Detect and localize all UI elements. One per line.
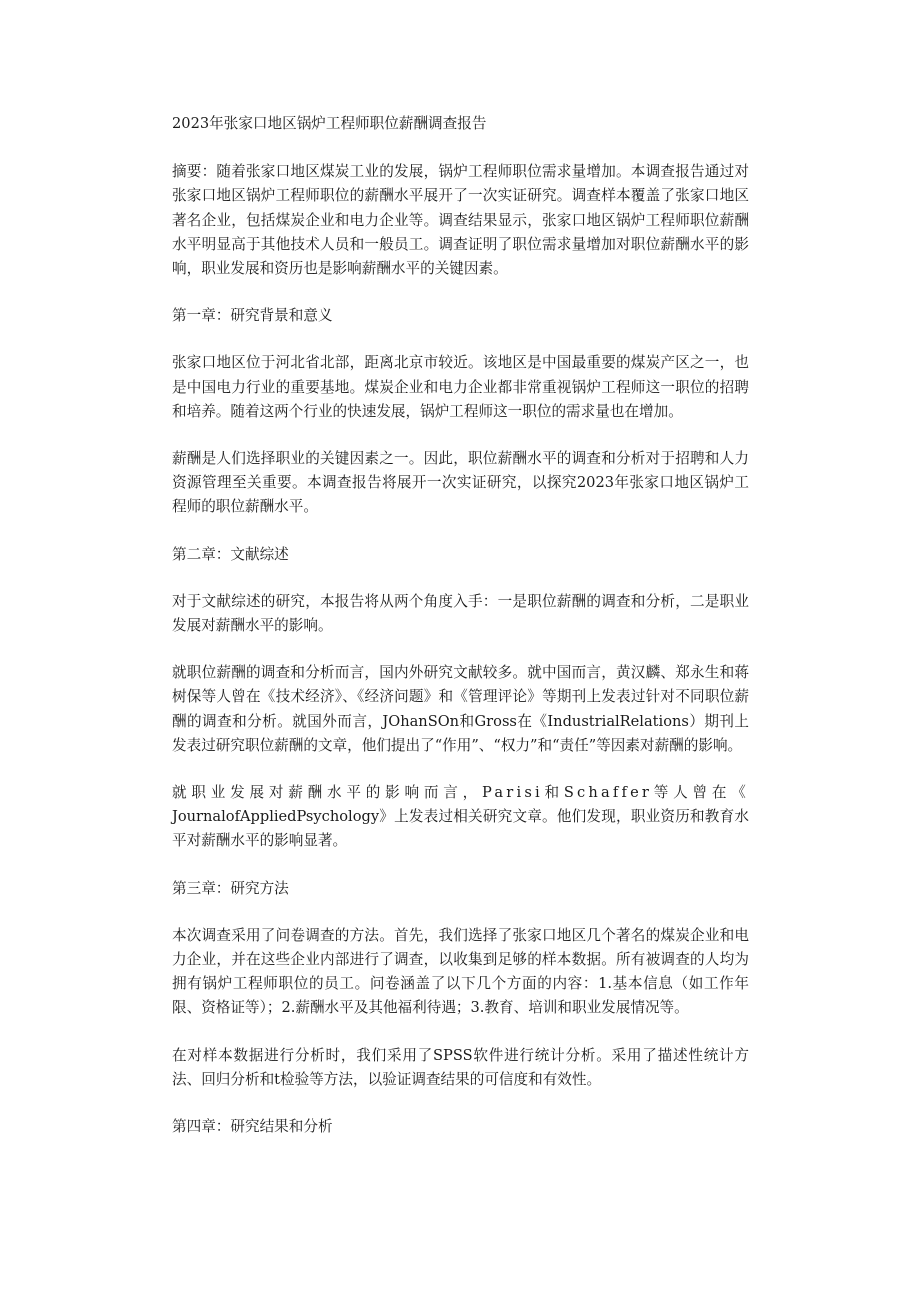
chapter-2-paragraph-3-rest: JournalofAppliedPsychology》上发表过相关研究文章。他们发现，职业资历和教育水平对薪酬水平的影响显著。: [172, 808, 749, 850]
chapter-1-paragraph-2: 薪酬是人们选择职业的关键因素之一。因此，职位薪酬水平的调查和分析对于招聘和人力资源管理至关重要。本调查报告将展开一次实证研究，以探究2023年张家口地区锅炉工程师的职位薪酬水平。: [172, 450, 749, 516]
document-title: 2023年张家口地区锅炉工程师职位薪酬调查报告: [172, 115, 487, 132]
chapter-4-heading: 第四章：研究结果和分析: [172, 1118, 333, 1136]
chapter-2-paragraph-3: [172, 781, 749, 854]
chapter-3-heading: 第三章：研究方法: [172, 879, 289, 897]
chapter-3-paragraph-2: 在对样本数据进行分析时，我们采用了SPSS软件进行统计分析。采用了描述性统计方法、回归分析和t检验等方法，以验证调查结果的可信度和有效性。: [172, 1046, 749, 1088]
chapter-2-paragraph-2: 就职位薪酬的调查和分析而言，国内外研究文献较多。就中国而言，黄汉麟、郑永生和蒋树保等人曾在《技术经济》、《经济问题》和《管理评论》等期刊上发表过针对不同职位薪酬的调查和分析。就国外而言，JOhanSOn和Gross在《IndustrialRelations）期刊上发表过研究职位薪酬的文章，他们提出了“作用”、“权力”和“责任”等因素对薪酬的影响。: [172, 664, 749, 754]
chapter-3-paragraph-1: 本次调查采用了问卷调查的方法。首先，我们选择了张家口地区几个著名的煤炭企业和电力企业，并在这些企业内部进行了调查，以收集到足够的样本数据。所有被调查的人均为拥有锅炉工程师职位的员工。问卷涵盖了以下几个方面的内容：1.基本信息（如工作年限、资格证等）；2.薪酬水平及其他福利待遇；3.教育、培训和职业发展情况等。: [172, 926, 749, 1017]
chapter-1-heading: 第一章：研究背景和意义: [172, 307, 333, 325]
abstract-paragraph: 摘要：随着张家口地区煤炭工业的发展，锅炉工程师职位需求量增加。本调查报告通过对张家口地区锅炉工程师职位的薪酬水平展开了一次实证研究。调查样本覆盖了张家口地区著名企业，包括煤炭企业和电力企业等。调查结果显示，张家口地区锅炉工程师职位薪酬水平明显高于其他技术人员和一般员工。调查证明了职位需求量增加对职位薪酬水平的影响，职业发展和资历也是影响薪酬水平的关键因素。: [172, 163, 749, 278]
chapter-2-paragraph-3-line-1: 就职业发展对薪酬水平的影响而言，Parisi和Schaffer等人曾在《: [172, 784, 749, 802]
chapter-1-paragraph-1: 张家口地区位于河北省北部，距离北京市较近。该地区是中国最重要的煤炭产区之一，也是中国电力行业的重要基地。煤炭企业和电力企业都非常重视锅炉工程师这一职位的招聘和培养。随着这两个行业的快速发展，锅炉工程师这一职位的需求量也在增加。: [172, 354, 749, 420]
document-page: [172, 112, 749, 1162]
chapter-2-paragraph-1: 对于文献综述的研究，本报告将从两个角度入手：一是职位薪酬的调查和分析，二是职业发展对薪酬水平的影响。: [172, 592, 749, 635]
chapter-2-heading: 第二章：文献综述: [172, 545, 289, 563]
